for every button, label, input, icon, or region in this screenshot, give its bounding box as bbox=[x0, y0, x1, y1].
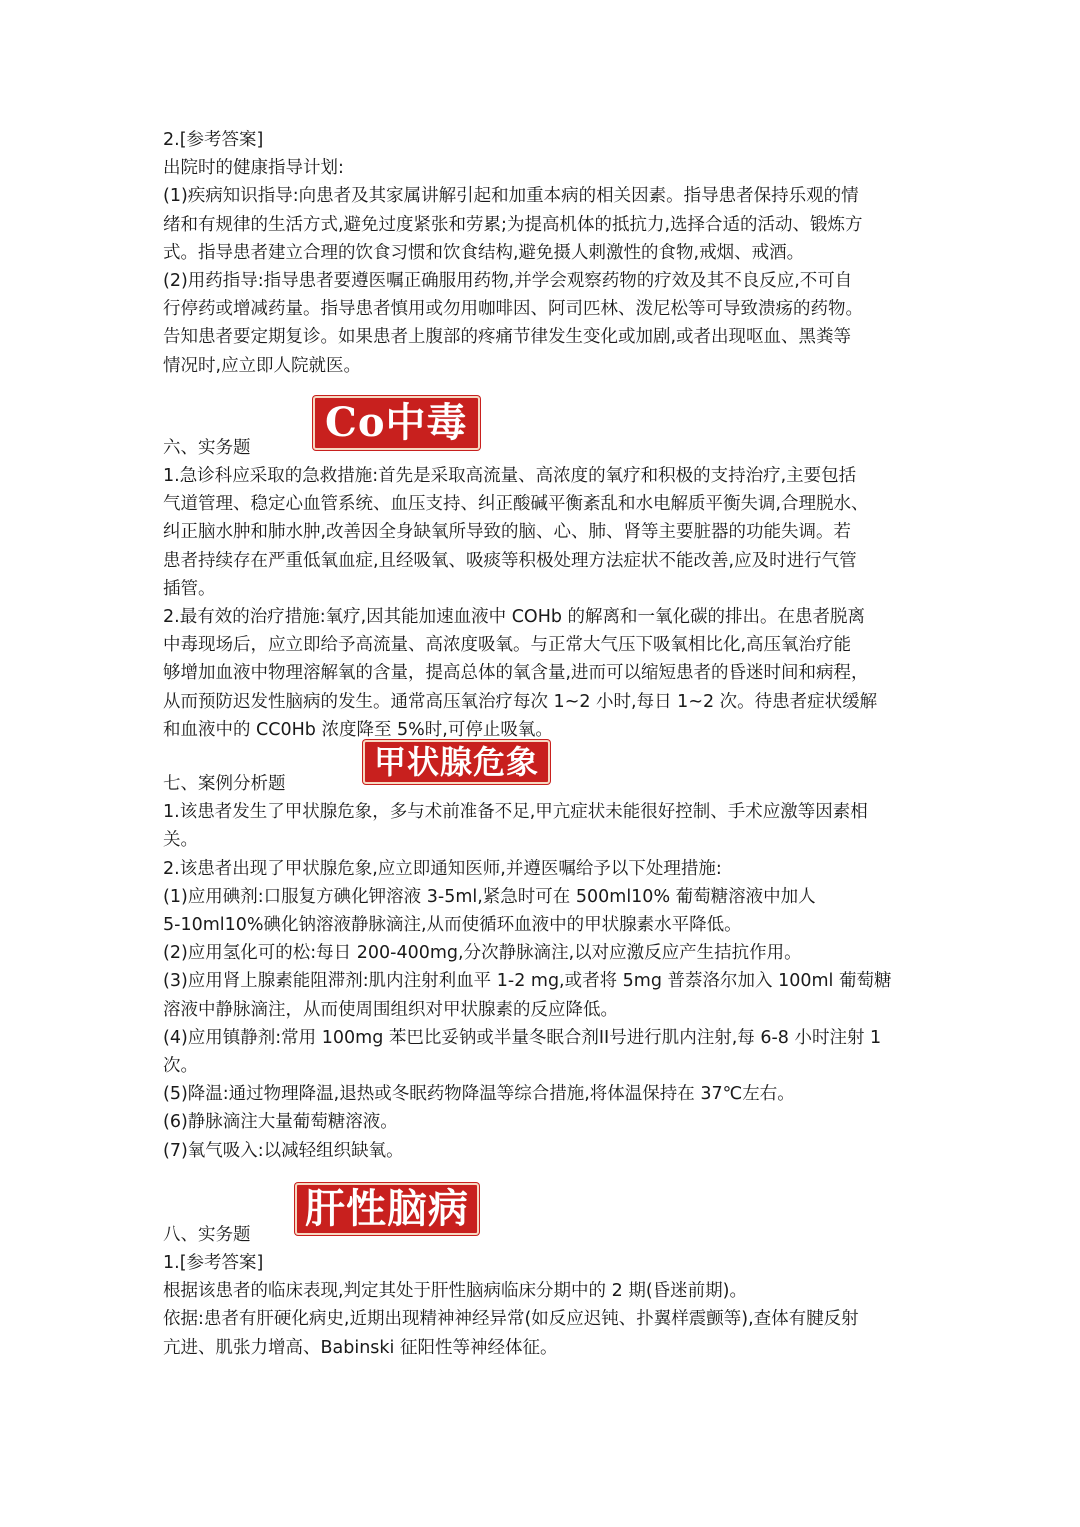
section-6-line: 中毒现场后，应立即给予高流量、高浓度吸氧。与正常大气压下吸氧相比化,高压氧治疗能 bbox=[163, 635, 852, 656]
section-2-title: 2.[参考答案] bbox=[163, 130, 264, 150]
section-7-line: (4)应用镇静剂:常用 100mg 苯巴比妥钠或半量冬眠合剂II号进行肌内注射,每 6-8 小时注射 1 bbox=[163, 1027, 882, 1048]
section-7-line: (1)应用碘剂:口服复方碘化钾溶液 3-5ml,紧急时可在 500ml10% 葡萄糖溶液中加人 bbox=[163, 886, 816, 907]
section-7-heading-row bbox=[163, 743, 923, 798]
section-2-line: 绪和有规律的生活方式,避免过度紧张和劳累;为提高机体的抵抗力,选择合适的活动、锻炼方 bbox=[163, 214, 863, 235]
section-2-line: (2)用药指导:指导患者要遵医嘱正确服用药物,并学会观察药物的疗效及其不良反应,不可自 bbox=[163, 271, 853, 292]
section-6-line: 气道管理、稳定心血管系统、血压支持、纠正酸碱平衡紊乱和水电解质平衡失调,合理脱水、 bbox=[163, 494, 869, 515]
section-7 bbox=[163, 743, 923, 1165]
section-7-line: 5-10ml10%碘化钠溶液静脉滴注,从而使循环血液中的甲状腺素水平降低。 bbox=[163, 915, 742, 936]
section-2-line: 行停药或增减药量。指导患者慎用或勿用咖啡因、阿司匹林、泼尼松等可导致溃疡的药物。 bbox=[163, 299, 863, 320]
section-8 bbox=[163, 1184, 923, 1362]
section-7-line: 2.该患者出现了甲状腺危象,应立即通知医师,并遵医嘱给予以下处理措施: bbox=[163, 858, 722, 879]
section-7-line: (5)降温:通过物理降温,退热或冬眠药物降温等综合措施,将体温保持在 37℃左右。 bbox=[163, 1084, 795, 1105]
section-8-line: 1.[参考答案] bbox=[163, 1253, 264, 1274]
section-8-line: 依据:患者有肝硬化病史,近期出现精神神经异常(如反应迟钝、扑翼样震颤等),查体有腱反射 bbox=[163, 1309, 859, 1330]
co-poisoning-badge: Co中毒 bbox=[313, 396, 480, 450]
section-8-heading-row bbox=[163, 1184, 923, 1249]
section-7-heading: 七、案例分析题 bbox=[163, 774, 286, 795]
section-6-line: 和血液中的 CC0Hb 浓度降至 5%时,可停止吸氧。 bbox=[163, 719, 553, 740]
section-7-line: 关。 bbox=[163, 830, 198, 851]
section-2-line: 出院时的健康指导计划: bbox=[163, 158, 344, 179]
section-2 bbox=[163, 126, 923, 380]
section-7-line: (7)氧气吸入:以减轻组织缺氧。 bbox=[163, 1140, 404, 1161]
section-8-line: 亢进、肌张力增高、Babinski 征阳性等神经体征。 bbox=[163, 1337, 558, 1358]
section-6-line: 纠正脑水肿和肺水肿,改善因全身缺氧所导致的脑、心、肺、肾等主要脏器的功能失调。若 bbox=[163, 522, 852, 543]
section-2-line: 情况时,应立即人院就医。 bbox=[163, 355, 362, 376]
section-6-line: 1.急诊科应采取的急救措施:首先是采取高流量、高浓度的氧疗和积极的支持治疗,主要包括 bbox=[163, 466, 857, 487]
section-8-heading: 八、实务题 bbox=[163, 1224, 251, 1245]
section-6 bbox=[163, 398, 923, 744]
document-page bbox=[163, 126, 923, 1362]
hepatic-encephalopathy-badge: 肝性脑病 bbox=[295, 1183, 479, 1235]
section-6-heading-row bbox=[163, 398, 923, 462]
section-6-line: 患者持续存在严重低氧血症,且经吸氧、吸痰等积极处理方法症状不能改善,应及时进行气管 bbox=[163, 550, 857, 571]
thyroid-crisis-badge: 甲状腺危象 bbox=[363, 740, 550, 784]
section-8-line: 根据该患者的临床表现,判定其处于肝性脑病临床分期中的 2 期(昏迷前期)。 bbox=[163, 1281, 747, 1302]
section-6-line: 插管。 bbox=[163, 578, 216, 599]
section-6-heading: 六、实务题 bbox=[163, 437, 251, 458]
section-7-line: 溶液中静脉滴注，从而使周围组织对甲状腺素的反应降低。 bbox=[163, 999, 618, 1020]
section-7-line: 1.该患者发生了甲状腺危象，多与术前准备不足,甲亢症状未能很好控制、手术应激等因素相 bbox=[163, 802, 868, 823]
section-2-line: (1)疾病知识指导:向患者及其家属讲解引起和加重本病的相关因素。指导患者保持乐观的情 bbox=[163, 186, 859, 207]
section-6-line: 从而预防迟发性脑病的发生。通常高压氧治疗每次 1~2 小时,每日 1~2 次。待患者症状缓解 bbox=[163, 691, 878, 712]
section-2-line: 式。指导患者建立合理的饮食习惯和饮食结构,避免摄人刺激性的食物,戒烟、戒酒。 bbox=[163, 242, 805, 263]
section-6-line: 2.最有效的治疗措施:氧疗,因其能加速血液中 COHb 的解离和一氧化碳的排出。在患者脱离 bbox=[163, 607, 866, 628]
section-7-line: (2)应用氢化可的松:每日 200-400mg,分次静脉滴注,以对应激反应产生拮抗作用。 bbox=[163, 943, 802, 964]
section-7-line: (6)静脉滴注大量葡萄糖溶液。 bbox=[163, 1112, 398, 1133]
section-6-line: 够增加血液中物理溶解氧的含量，提高总体的氧含量,进而可以缩短患者的昏迷时间和病程， bbox=[163, 663, 869, 684]
section-7-line: 次。 bbox=[163, 1056, 198, 1077]
section-7-line: (3)应用肾上腺素能阻滞剂:肌内注射利血平 1-2 mg,或者将 5mg 普萘洛尔加入 100ml 葡萄糖 bbox=[163, 971, 892, 992]
section-2-line: 告知患者要定期复诊。如果患者上腹部的疼痛节律发生变化或加剧,或者出现呕血、黑粪等 bbox=[163, 327, 852, 348]
